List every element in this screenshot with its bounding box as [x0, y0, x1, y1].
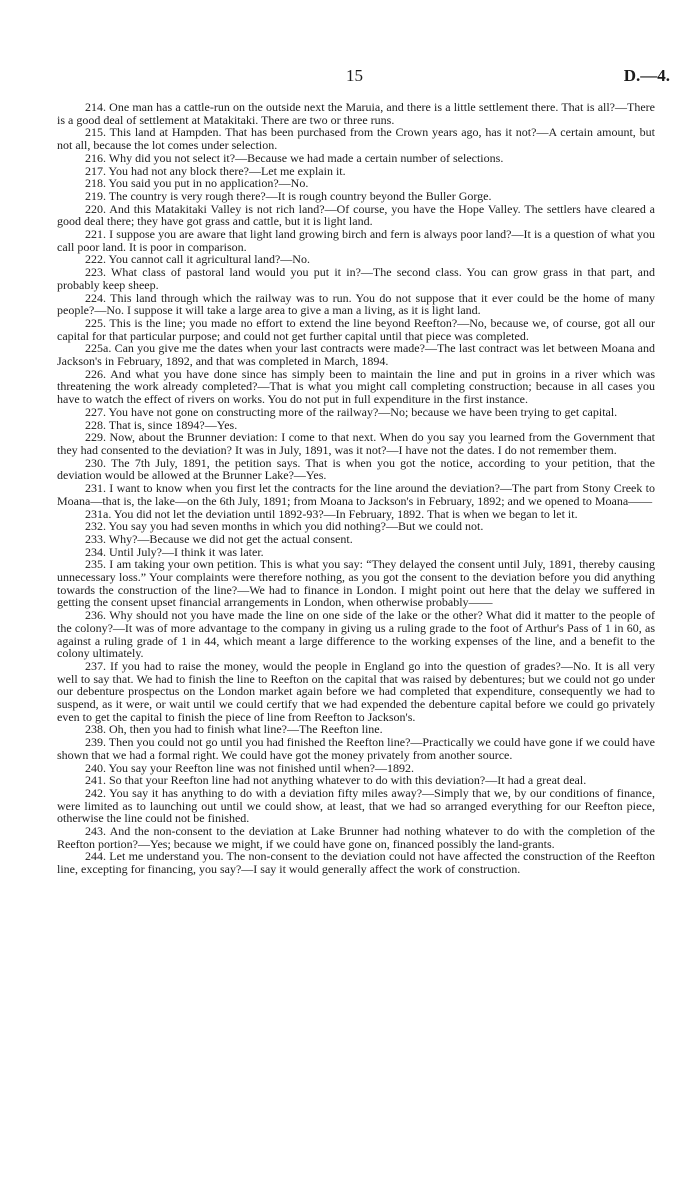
- testimony-paragraph: 223. What class of pastoral land would you put it in?—The second class. You can grow grass in that part, and probably keep sheep.: [57, 265, 655, 292]
- testimony-paragraph: 240. You say your Reefton line was not finished until when?—1892.: [85, 760, 414, 775]
- testimony-paragraph: 227. You have not gone on constructing more of the railway?—No; because we have been trying to get capital.: [85, 404, 618, 419]
- testimony-paragraph: 220. And this Matakitaki Valley is not rich land?—Of course, you have the Hope Valley. The settlers have cleared a good deal there; they have got grass and cattle, but it is light land.: [57, 201, 655, 229]
- testimony-paragraph: 214. One man has a cattle-run on the outside next the Maruia, and there is a little settlement there. That is all?—There is a good deal of settlement at Matakitaki. There are two or three runs.: [57, 100, 655, 127]
- testimony-paragraph: 237. If you had to raise the money, would the people in England go into the question of grades?—No. It is all very well to say that. We had to finish the line to Reefton on the capital that was raised by debentures; but we could not go under our debenture prospectus on the London market again before we had completed that expenditure, consequently we had to suspend, as it were, or wait until we could certify that we had expended the debenture capital before we could go privately even to get the capital to finish the piece of line from Reefton to Jackson's.: [57, 658, 655, 724]
- testimony-paragraph: 231. I want to know when you first let the contracts for the line around the deviation?—The part from Stony Creek to Moana—that is, the lake—on the 6th July, 1891; from Moana to Jackson's in February, 1892; and we opened to Moana——: [57, 481, 655, 508]
- page-header: [0, 66, 700, 88]
- testimony-paragraph: 242. You say it has anything to do with a deviation fifty miles away?—Simply that we, by our conditions of finance, were limited as to launching out until we could show, at least, that we had so arranged everything for our Reefton piece, otherwise the line could not be finished.: [57, 785, 655, 826]
- testimony-paragraph: 216. Why did you not select it?—Because we had made a certain number of selections.: [85, 150, 504, 165]
- testimony-paragraph: 230. The 7th July, 1891, the petition says. That is when you got the notice, according to your petition, that the deviation would be allowed at the Brunner Lake?—Yes.: [57, 455, 655, 483]
- testimony-paragraph: 232. You say you had seven months in which you did nothing?—But we could not.: [85, 519, 484, 534]
- testimony-paragraph: 226. And what you have done since has simply been to maintain the line and put in groins in a river which was threatening the work already completed?—That is what you might call completing construction; because in all cases you have to watch the effect of rivers on works. You do not put in full expenditure in the first instance.: [57, 366, 655, 407]
- testimony-paragraph: 221. I suppose you are aware that light land growing birch and fern is always poor land?—It is a question of what you call poor land. It is poor in comparison.: [57, 227, 655, 254]
- testimony-paragraph: 238. Oh, then you had to finish what line?—The Reefton line.: [85, 722, 383, 737]
- testimony-paragraph: 234. Until July?—I think it was later.: [85, 544, 264, 559]
- testimony-paragraph: 244. Let me understand you. The non-consent to the deviation could not have affected the construction of the Reefton line, excepting for financing, you say?—I say it would generally affect the work of construction.: [57, 849, 655, 877]
- testimony-paragraph: 215. This land at Hampden. That has been purchased from the Crown years ago, has it not?—A certain amount, but not all, because the lot comes under selection.: [57, 125, 655, 153]
- testimony-paragraph: 217. You had not any block there?—Let me explain it.: [85, 163, 346, 178]
- testimony-paragraph: 228. That is, since 1894?—Yes.: [85, 417, 238, 432]
- testimony-paragraph: 222. You cannot call it agricultural land?—No.: [85, 252, 310, 267]
- page-number: 15: [346, 66, 363, 85]
- testimony-paragraph: 243. And the non-consent to the deviation at Lake Brunner had nothing whatever to do with the completion of the Reefton portion?—Yes; because we might, if we could have gone on, financed possibly the land-grants.: [57, 824, 655, 851]
- document-reference: D.—4.: [623, 66, 670, 85]
- testimony-paragraph: 218. You said you put in no application?—No.: [85, 176, 309, 191]
- testimony-paragraph: 219. The country is very rough there?—It is rough country beyond the Buller Gorge.: [85, 188, 492, 203]
- testimony-paragraph: 224. This land through which the railway was to run. You do not suppose that it ever could be the home of many people?—No. I suppose it will take a large area to give a man a living, as it is light land.: [57, 290, 655, 318]
- testimony-paragraph: 225a. Can you give me the dates when your last contracts were made?—The last contract was let between Moana and Jackson's in February, 1892, and that was completed in March, 1894.: [57, 341, 655, 369]
- testimony-paragraph: 225. This is the line; you made no effort to extend the line beyond Reefton?—No, because we, of course, got all our capital for that particular purpose; and could not get further capital until that piece was completed.: [57, 315, 655, 343]
- testimony-paragraph: 231a. You did not let the deviation until 1892-93?—In February, 1892. That is when we began to let it.: [85, 506, 578, 521]
- testimony-paragraph: 239. Then you could not go until you had finished the Reefton line?—Practically we could have gone if we could have shown that we had a formal right. We could have got the money privately from another source.: [57, 735, 655, 762]
- testimony-body: [57, 101, 655, 876]
- testimony-paragraph: 236. Why should not you have made the line on one side of the lake or the other? What did it matter to the people of the colony?—It was of more advantage to the company in giving us a ruling grade to the foot of Arthur's Pass of 1 in 60, as against a ruling grade of 1 in 44, which meant a large difference to the working expenses of the line, and a benefit to the colony ultimately.: [57, 608, 655, 661]
- testimony-paragraph: 233. Why?—Because we did not get the actual consent.: [85, 531, 353, 546]
- testimony-paragraph: 229. Now, about the Brunner deviation: I come to that next. When do you say you learned from the Government that they had consented to the deviation? It was in July, 1891, was it not?—I have not the dates. I do not remember them.: [57, 430, 655, 457]
- testimony-paragraph: 241. So that your Reefton line had not anything whatever to do with this deviation?—It had a great deal.: [85, 773, 587, 788]
- testimony-paragraph: 235. I am taking your own petition. This is what you say: “They delayed the consent until July, 1891, thereby causing unnecessary loss.” Your complaints were therefore nothing, as you got the consent to the deviation before you did anything towards the construction of the line?—We had to finance in London. I might point out here that the delay we suffered in getting the consent upset financial arrangements in London, when otherwise probably——: [57, 557, 655, 610]
